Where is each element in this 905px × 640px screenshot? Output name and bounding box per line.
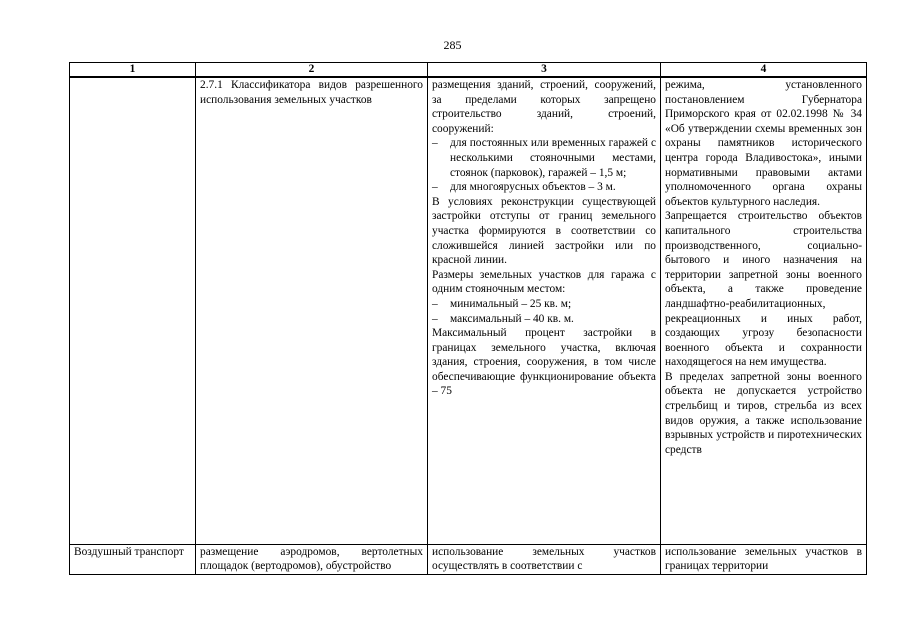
column-header-3: 3 (428, 63, 661, 78)
land-use-parameters: использование земельных участков осуществлять в соответствии с (432, 545, 656, 573)
row2-col4-cell (661, 544, 867, 574)
reconstruction-paragraph: В условиях реконструкции существующей застройки отступы от границ земельного участка формируются в соответствии со сложившейся линией застройки или по красной линии. (432, 195, 656, 267)
military-zone-paragraph: В пределах запретной зоны военного объекта не допускается устройство стрельбищ и тиров, стрельба из всех видов оружия, а также использование взрывных устройств и пиротехнических средств (665, 370, 862, 456)
table-header-row (70, 63, 867, 78)
bullet-dash: – (432, 181, 438, 194)
list-item (432, 136, 656, 180)
land-use-type: Воздушный транспорт (74, 545, 184, 558)
row1-col2-cell (196, 77, 428, 544)
land-use-description: размещение аэродромов, вертолетных площадок (вертодромов), обустройство (200, 545, 423, 573)
row1-col1-cell (70, 77, 196, 544)
regime-paragraph: режима, установленного постановлением Губернатора Приморского края от 02.02.1998 № 34 «Об утверждении схемы временных зон охраны памятников исторического центра города Владивостока», иными нормативными правовыми актами уполномоченного органа охраны объектов культурного наследия. (665, 79, 862, 208)
list-item (432, 180, 656, 195)
row1-col3-cell (428, 77, 661, 544)
row2-col1-cell (70, 544, 196, 574)
bullet-dash: – (432, 312, 438, 325)
table-row (70, 77, 867, 544)
bullet-dash: – (432, 297, 438, 310)
column-header-1: 1 (70, 63, 196, 78)
row2-col2-cell (196, 544, 428, 574)
column-header-2: 2 (196, 63, 428, 78)
land-use-restrictions: использование земельных участков в границах территории (665, 545, 862, 573)
column-header-4: 4 (661, 63, 867, 78)
classifier-reference: 2.7.1 Классификатора видов разрешенного использования земельных участков (200, 79, 423, 106)
table-row (70, 544, 867, 574)
construction-ban-paragraph: Запрещается строительство объектов капитального строительства производственного, социально-бытового и иного назначения на территории запретной зоны военного объекта, а также проведение ландшафтно-реабилитационных, рекреационных и иных работ, создающих угрозу безопасности военного объекта и сохранности находящегося на нем имущества. (665, 210, 862, 369)
list-item (432, 297, 656, 312)
bullet-text: для постоянных или временных гаражей с несколькими стояночными местами, стоянок (парковок), гаражей – 1,5 м; (450, 137, 656, 179)
zoning-table (69, 62, 867, 575)
row1-col4-cell (661, 77, 867, 544)
page-number: 285 (443, 38, 462, 52)
bullet-text: максимальный – 40 кв. м. (450, 312, 574, 325)
list-item (432, 312, 656, 327)
row2-col3-cell (428, 544, 661, 574)
garage-size-intro: Размеры земельных участков для гаража с одним стояночным местом: (432, 268, 656, 296)
bullet-text: для многоярусных объектов – 3 м. (450, 181, 616, 194)
bullet-dash: – (432, 137, 438, 150)
setback-intro: размещения зданий, строений, сооружений, за пределами которых запрещено строительство зданий, строений, сооружений: (432, 79, 656, 135)
bullet-text: минимальный – 25 кв. м; (450, 297, 572, 310)
max-coverage-paragraph: Максимальный процент застройки в границах земельного участка, включая здания, строения, сооружения, в том числе обеспечивающие функционирование объекта – 75 (432, 327, 656, 398)
